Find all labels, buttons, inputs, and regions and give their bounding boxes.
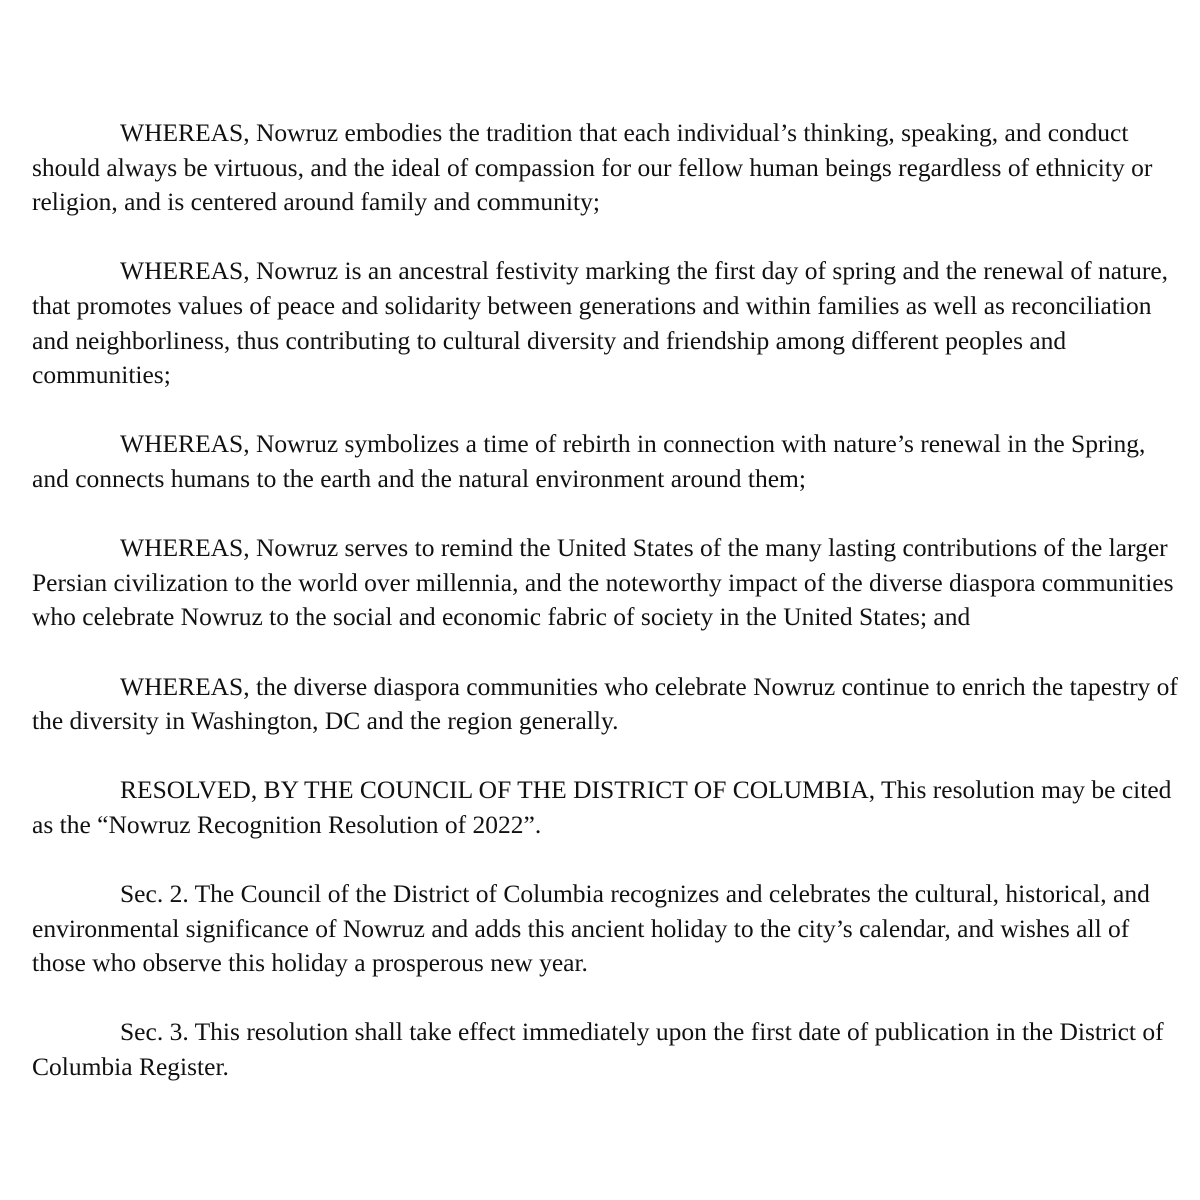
section-3-paragraph: Sec. 3. This resolution shall take effect immediately upon the first date of publication in the District of Columbia Register. bbox=[32, 1017, 1164, 1082]
section-2-paragraph: Sec. 2. The Council of the District of Columbia recognizes and celebrates the cultural, historical, and environmental significance of Nowruz and adds this ancient holiday to the city’s calendar, and wishes all of those who observe this holiday a prosperous new year. bbox=[32, 879, 1150, 978]
whereas-paragraph-rebirth: WHEREAS, Nowruz symbolizes a time of rebirth in connection with nature’s renewal in the Spring, and connects humans to the earth and the natural environment around them; bbox=[32, 429, 1146, 493]
whereas-paragraph-festivity: WHEREAS, Nowruz is an ancestral festivity marking the first day of spring and the renewal of nature, that promotes values of peace and solidarity between generations and within families as well as reconciliation and neighborliness, thus contributing to cultural diversity and friendship among different peoples and communities; bbox=[32, 256, 1169, 390]
resolution-document bbox=[32, 116, 1180, 1085]
resolved-paragraph: RESOLVED, BY THE COUNCIL OF THE DISTRICT OF COLUMBIA, This resolution may be cited as the “Nowruz Recognition Resolution of 2022”. bbox=[32, 775, 1172, 839]
whereas-paragraph-contributions: WHEREAS, Nowruz serves to remind the United States of the many lasting contributions of the larger Persian civilization to the world over millennia, and the noteworthy impact of the diverse diaspora communities who celebrate Nowruz to the social and economic fabric of society in the United States; and bbox=[32, 533, 1174, 632]
whereas-paragraph-diaspora: WHEREAS, the diverse diaspora communities who celebrate Nowruz continue to enrich the tapestry of the diversity in Washington, DC and the region generally. bbox=[32, 671, 1178, 736]
whereas-paragraph-virtue: WHEREAS, Nowruz embodies the tradition that each individual’s thinking, speaking, and conduct should always be virtuous, and the ideal of compassion for our fellow human beings regardless of ethnicity or religion, and is centered around family and community; bbox=[32, 118, 1153, 217]
